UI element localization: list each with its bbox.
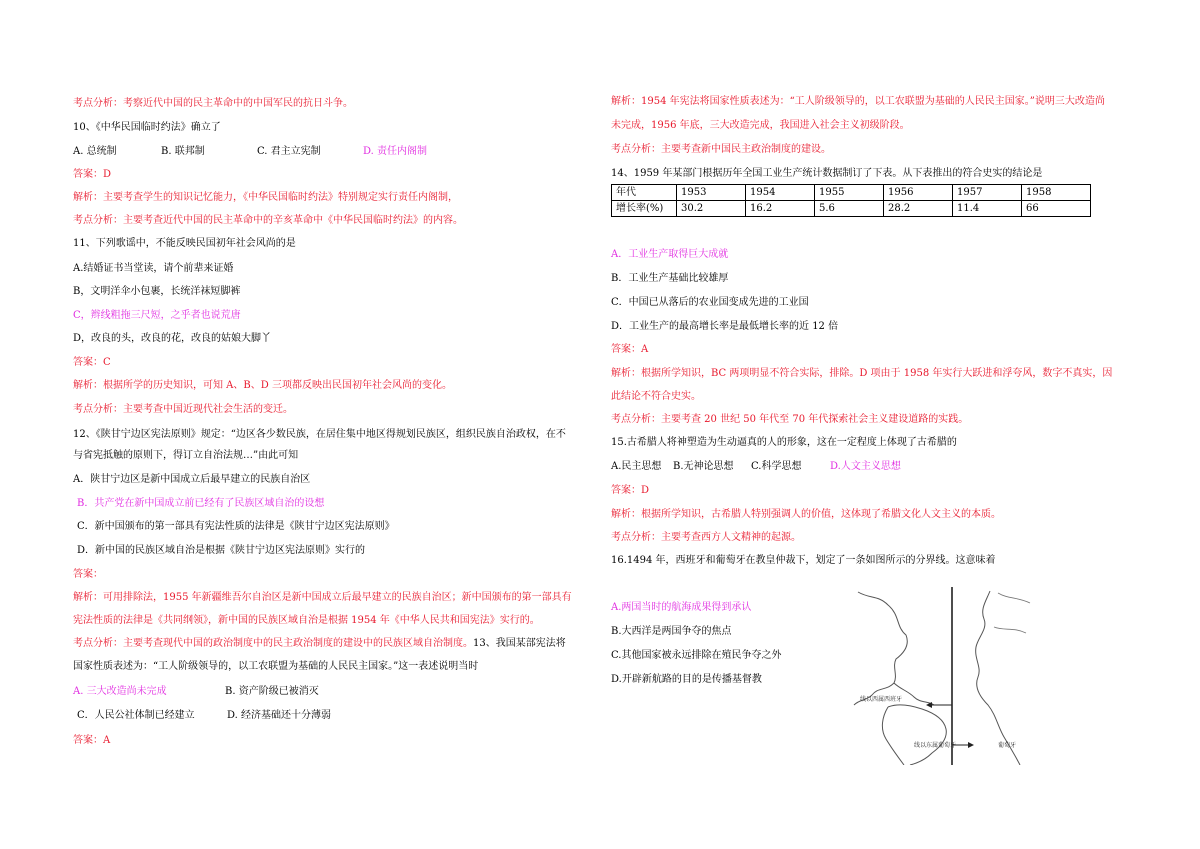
option-13-b: B. 资产阶级已被消灭 bbox=[225, 686, 319, 697]
analysis-12: 考点分析：主要考查现代中国的政治制度中的民主政治制度的建设中的民族区域自治制度。 bbox=[73, 638, 473, 649]
question-10: 10、《中华民国临时约法》确立了 bbox=[73, 122, 221, 133]
explanation-14-line1: 解析：根据所学知识，BC 两项明显不符合实际，排除。D 项由于 1958 年实行大跃进和浮夸风，数字不真实，因 bbox=[611, 368, 1113, 379]
europe-coastline bbox=[994, 593, 1030, 633]
option-12-d: D．新中国的民族区域自治是根据《陕甘宁边区宪法原则》实行的 bbox=[77, 545, 366, 556]
question-13-options-cd bbox=[77, 709, 331, 723]
question-13-line1: 13、我国某部宪法将 bbox=[473, 638, 566, 649]
answer-12: 答案： bbox=[73, 569, 103, 580]
option-b: B. 联邦制 bbox=[161, 146, 205, 157]
table-cell: 30.2 bbox=[677, 201, 746, 217]
option-16-b: B.大西洋是两国争夺的焦点 bbox=[611, 626, 732, 637]
table-cell: 1953 bbox=[677, 185, 746, 201]
option-11-a: A.结婚证书当堂读，请个前辈来证婚 bbox=[73, 263, 234, 274]
answer-15: 答案：D bbox=[611, 485, 650, 496]
table-cell: 5.6 bbox=[815, 201, 884, 217]
option-15-b: B.无神论思想 bbox=[673, 461, 734, 472]
europe-africa-coastline bbox=[976, 591, 1020, 765]
option-13-a: A. 三大改造尚未完成 bbox=[73, 686, 167, 697]
option-a: A. 总统制 bbox=[73, 146, 117, 157]
table-cell: 66 bbox=[1022, 201, 1091, 217]
explanation-14-line2: 此结论不符合史实。 bbox=[611, 391, 701, 402]
table-cell: 1958 bbox=[1022, 185, 1091, 201]
analysis-11: 考点分析：主要考查中国近现代社会生活的变迁。 bbox=[73, 404, 293, 415]
table-cell: 16.2 bbox=[746, 201, 815, 217]
question-12-line2: 与省宪抵触的原则下，得订立自治法规…”由此可知 bbox=[73, 450, 299, 461]
option-13-c: C．人民公社体制已经建立 bbox=[77, 710, 195, 721]
explanation-11: 解析：根据所学的历史知识，可知 A、B、D 三项都反映出民国初年社会风尚的变化。 bbox=[73, 380, 452, 391]
explanation-12-line1: 解析：可用排除法，1955 年新疆维吾尔自治区是新中国成立后最早建立的民族自治区；新中国颁布的第一部具有 bbox=[73, 592, 572, 603]
option-15-a: A.民主思想 bbox=[611, 461, 662, 472]
option-14-a: A．工业生产取得巨大成就 bbox=[611, 249, 729, 260]
option-d: D. 责任内阁制 bbox=[363, 146, 428, 157]
option-14-b: B．工业生产基础比较雄厚 bbox=[611, 273, 729, 284]
explanation-13-line2: 未完成，1956 年底，三大改造完成，我国进入社会主义初级阶段。 bbox=[611, 120, 910, 131]
answer-14: 答案：A bbox=[611, 344, 649, 355]
question-15: 15.古希腊人将神塑造为生动逼真的人的形象，这在一定程度上体现了古希腊的 bbox=[611, 437, 957, 448]
option-12-b: B．共产党在新中国成立前已经有了民族区域自治的设想 bbox=[77, 498, 325, 509]
table-cell: 1955 bbox=[815, 185, 884, 201]
explanation-10: 解析：主要考查学生的知识记忆能力，《中华民国临时约法》特别规定实行责任内阁制， bbox=[73, 192, 458, 203]
question-12-line1: 12、《陕甘宁边区宪法原则》规定：“边区各少数民族，在居住集中地区得规划民族区，组织民族自治政权，在不 bbox=[73, 429, 566, 440]
south-america-coastline bbox=[882, 705, 946, 765]
option-14-d: D．工业生产的最高增长率是最低增长率的近 12 倍 bbox=[611, 321, 839, 332]
question-11: 11、下列歌谣中，不能反映民国初年社会风尚的是 bbox=[73, 238, 296, 249]
question-10-options bbox=[73, 145, 427, 159]
question-13-options-ab bbox=[73, 685, 319, 699]
table-cell: 1957 bbox=[953, 185, 1022, 201]
option-15-c: C.科学思想 bbox=[751, 461, 802, 472]
map-label-east: 线以东属葡萄牙 bbox=[914, 742, 957, 749]
option-16-c: C.其他国家被永远排除在殖民争夺之外 bbox=[611, 650, 782, 661]
option-11-b: B，文明洋伞小包裹，长统洋袜短脚裤 bbox=[73, 286, 241, 297]
analysis-15: 考点分析：主要考查西方人文精神的起源。 bbox=[611, 532, 801, 543]
table-cell: 1954 bbox=[746, 185, 815, 201]
answer-11: 答案：C bbox=[73, 357, 111, 368]
map-label-portugal: 葡萄牙 bbox=[998, 742, 1017, 749]
option-12-c: C．新中国颁布的第一部具有宪法性质的法律是《陕甘宁边区宪法原则》 bbox=[77, 521, 395, 532]
answer-10: 答案：D bbox=[73, 169, 112, 180]
table-cell: 增长率(%) bbox=[612, 201, 677, 217]
explanation-12-line2: 宪法性质的法律是《共同纲领》，新中国的民族区域自治是根据 1954 年《中华人民共和国宪法》实行的。 bbox=[73, 615, 540, 626]
analysis-13: 考点分析：主要考查新中国民主政治制度的建设。 bbox=[611, 144, 831, 155]
option-13-d: D. 经济基础还十分薄弱 bbox=[227, 710, 332, 721]
table-cell: 1956 bbox=[884, 185, 953, 201]
option-16-d: D.开辟新航路的目的是传播基督教 bbox=[611, 674, 762, 685]
analysis-12-line bbox=[73, 637, 566, 651]
map-label-west: 线以西属西班牙 bbox=[860, 696, 903, 703]
growth-rate-table bbox=[611, 184, 1091, 217]
east-arrow-head bbox=[968, 742, 974, 748]
option-11-c: C，辫线粗拖三尺短，之乎者也说荒唐 bbox=[73, 310, 241, 321]
north-america-coastline bbox=[854, 592, 907, 705]
table-cell: 年代 bbox=[612, 185, 677, 201]
option-11-d: D，改良的头，改良的花，改良的姑娘大脚丫 bbox=[73, 333, 272, 344]
option-12-a: A．陕甘宁边区是新中国成立后最早建立的民族自治区 bbox=[73, 474, 311, 485]
explanation-15: 解析：根据所学知识，古希腊人特别强调人的价值，这体现了希腊文化人文主义的本质。 bbox=[611, 509, 1001, 520]
question-13-line2: 国家性质表述为：“工人阶级领导的，以工农联盟为基础的人民民主国家。”这一表述说明当时 bbox=[73, 661, 479, 672]
answer-13: 答案：A bbox=[73, 735, 111, 746]
question-15-options bbox=[611, 460, 901, 474]
analysis-14: 考点分析：主要考查 20 世纪 50 年代至 70 年代探索社会主义建设道路的实践。 bbox=[611, 414, 969, 425]
analysis-10: 考点分析：主要考查近代中国的民主革命中的辛亥革命中《中华民国临时约法》的内容。 bbox=[73, 215, 463, 226]
question-14: 14、1959 年某部门根据历年全国工业生产统计数据制订了下表。从下表推出的符合史实的结论是 bbox=[611, 168, 1043, 179]
explanation-13-line1: 解析：1954 年宪法将国家性质表述为：“工人阶级领导的，以工农联盟为基础的人民民主国家。”说明三大改造尚 bbox=[611, 96, 1105, 107]
demarcation-line-map bbox=[848, 587, 1038, 765]
table-row bbox=[612, 201, 1091, 217]
analysis-q9: 考点分析：考察近代中国的民主革命中的中国军民的抗日斗争。 bbox=[73, 98, 353, 109]
option-16-a: A.两国当时的航海成果得到承认 bbox=[611, 602, 752, 613]
option-c: C. 君主立宪制 bbox=[257, 146, 321, 157]
option-14-c: C．中国已从落后的农业国变成先进的工业国 bbox=[611, 297, 809, 308]
table-cell: 11.4 bbox=[953, 201, 1022, 217]
option-15-d: D.人文主义思想 bbox=[830, 461, 901, 472]
question-16: 16.1494 年，西班牙和葡萄牙在教皇仲裁下，划定了一条如图所示的分界线。这意味着 bbox=[611, 555, 996, 566]
table-row bbox=[612, 185, 1091, 201]
table-cell: 28.2 bbox=[884, 201, 953, 217]
